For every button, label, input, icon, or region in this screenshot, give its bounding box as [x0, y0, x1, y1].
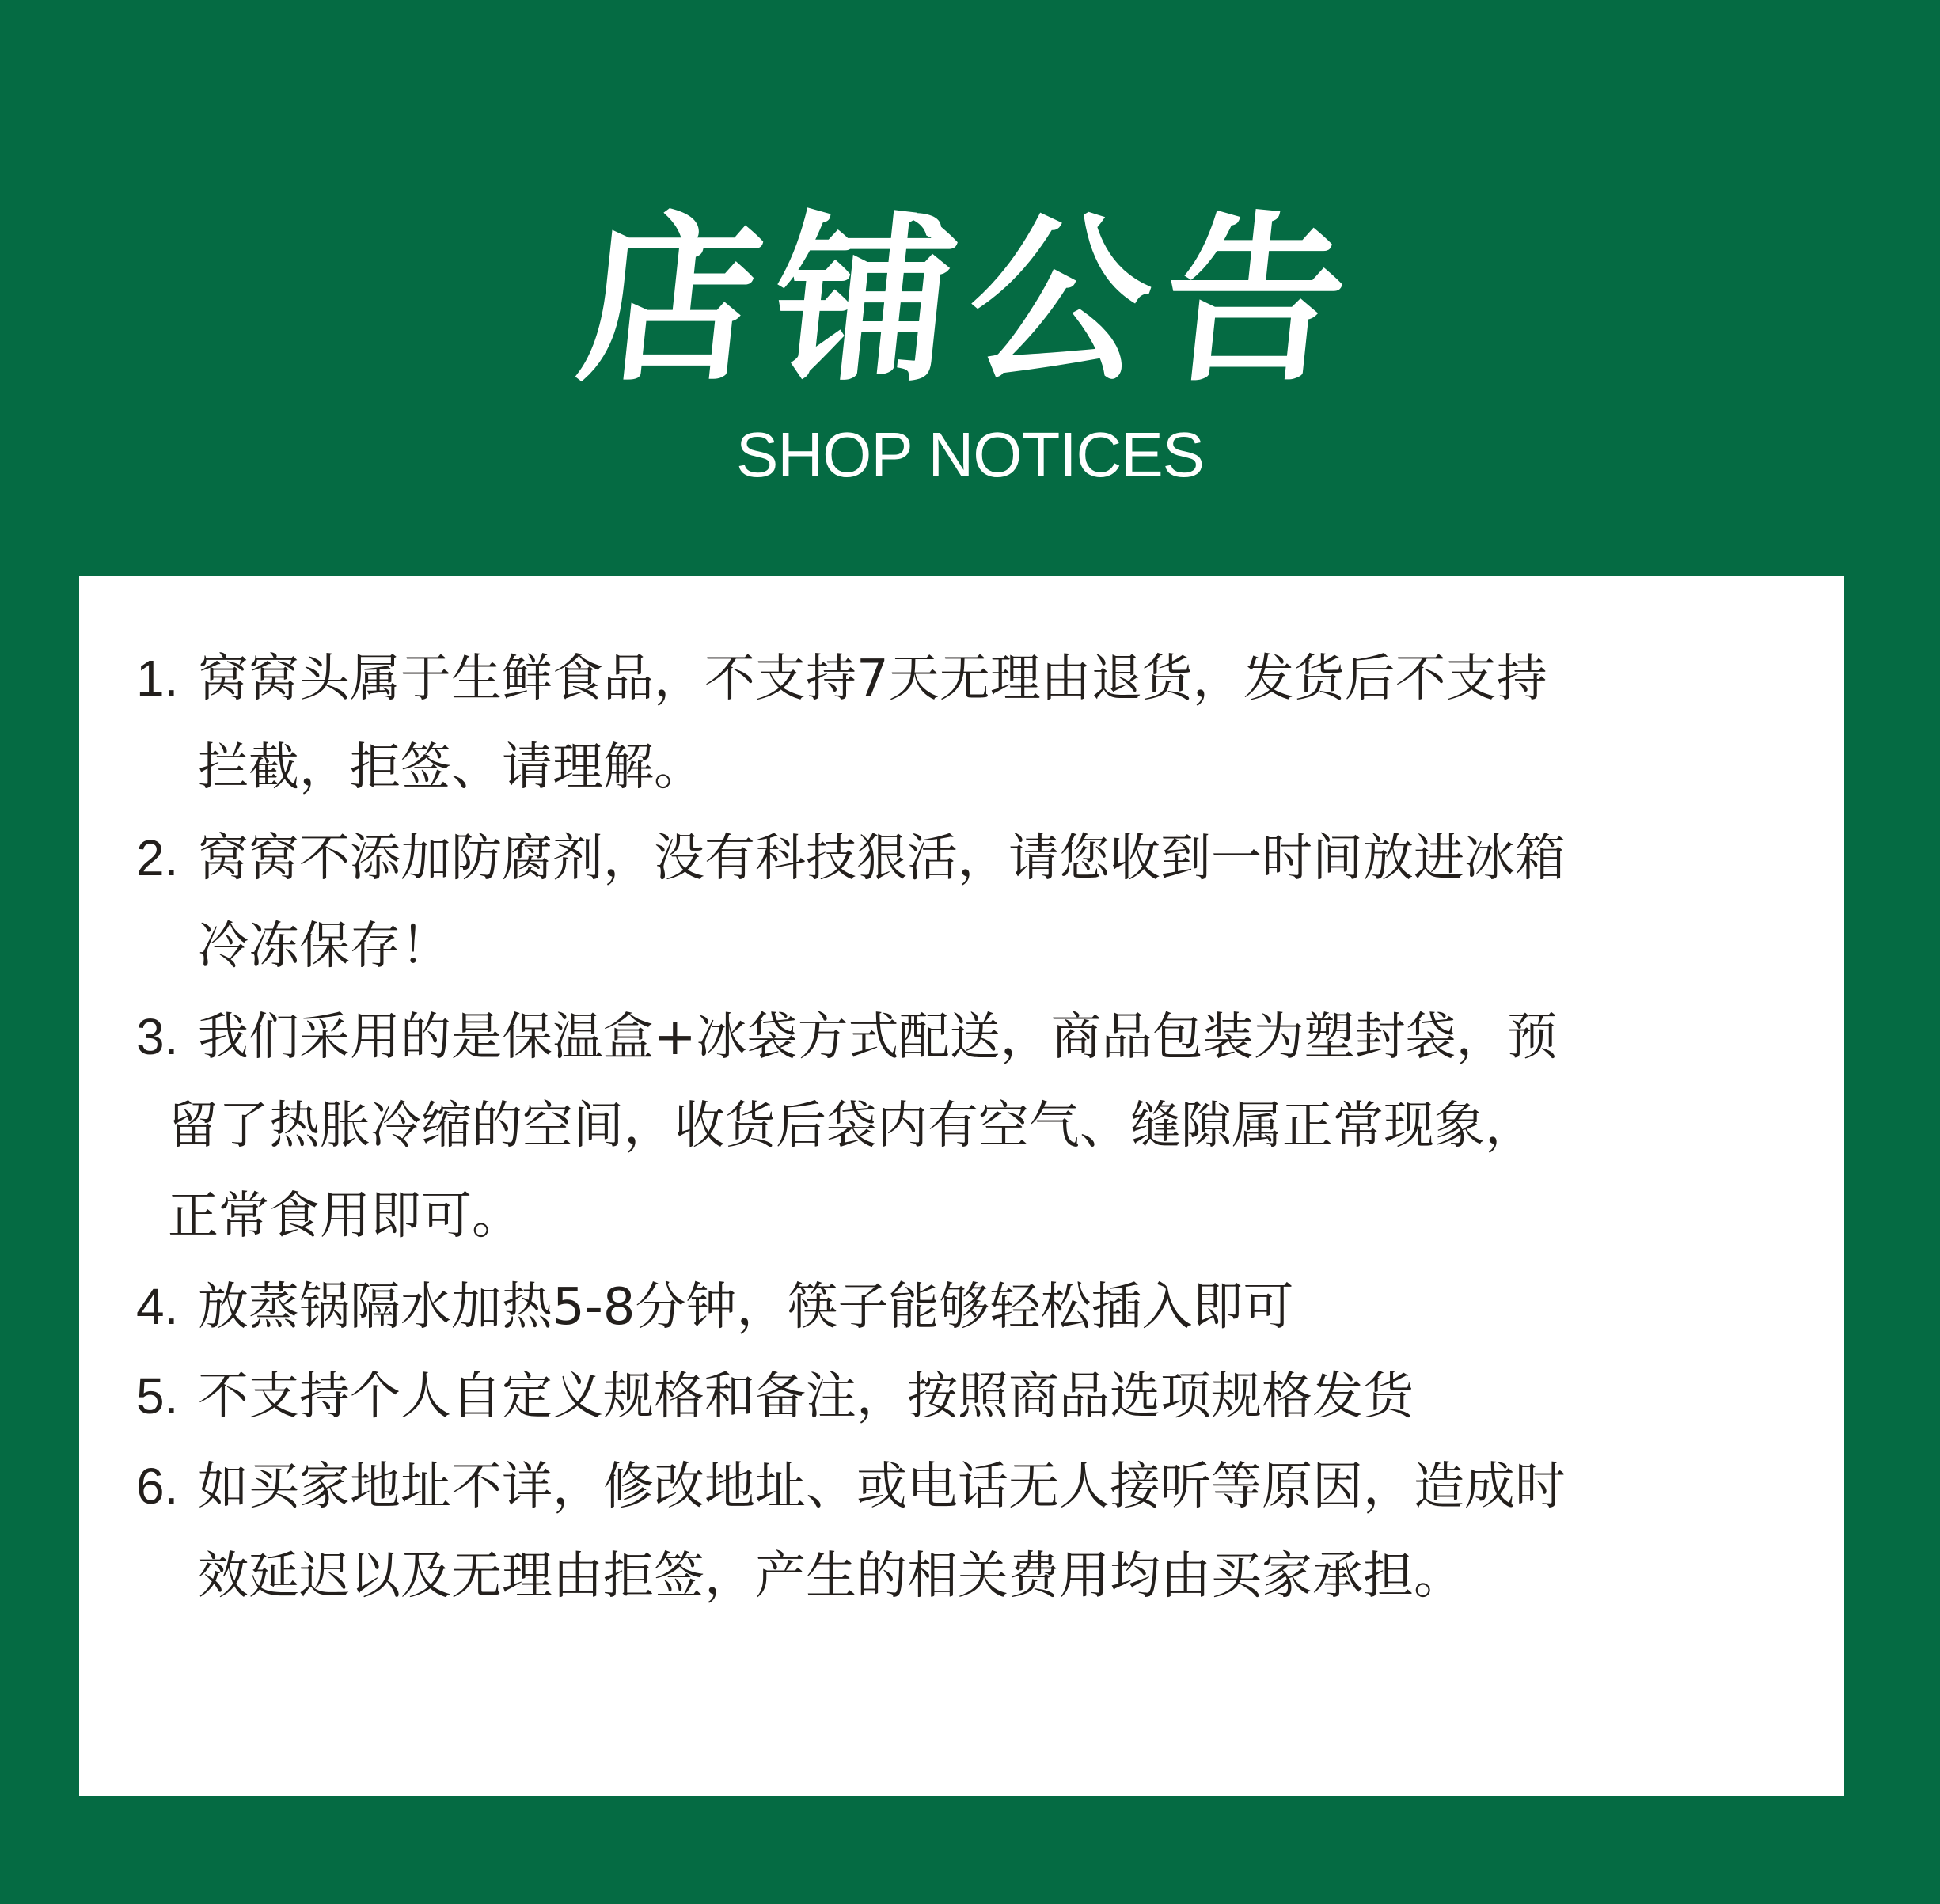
notice-4-line-1	[136, 1275, 1294, 1339]
notice-6-number: 6.	[136, 1458, 179, 1515]
notice-1-text-2: 拦截，拒签、请理解。	[198, 738, 704, 797]
notice-3-text-1: 我们采用的是保温盒+冰袋方式配送，商品包装为塑封袋，预	[198, 1008, 1558, 1067]
notice-1-number: 1.	[136, 650, 179, 707]
notice-5-line-1	[136, 1364, 1414, 1428]
notice-2-text-2: 冷冻保存！	[198, 917, 451, 976]
notice-6-text-2: 效延迟以及无理由拒签，产生的相关费用均由买家承担。	[198, 1547, 1464, 1606]
notice-6-text-1: 如买家地址不详，修改地址、或电话无人接听等原因，造成时	[198, 1458, 1566, 1516]
notice-2-text-1: 窝窝不添加防腐剂，没有科技狠活，请您收到一时间放进冰箱	[198, 829, 1566, 888]
notice-1-line-1	[136, 647, 1547, 711]
page-subtitle: SHOP NOTICES	[735, 419, 1205, 490]
page-title: 店铺公告	[569, 195, 1371, 406]
notice-3-text-3: 正常食用即可。	[168, 1187, 522, 1246]
notice-3-line-2	[168, 1094, 1536, 1158]
notice-5-text-1: 不支持个人自定义规格和备注，按照商品选项规格发货	[198, 1367, 1414, 1426]
notice-1-line-2	[198, 736, 704, 799]
notice-6-line-2	[198, 1545, 1464, 1608]
notice-3-text-2: 留了热胀冷缩的空间，收货后袋内有空气、缝隙属正常现象，	[168, 1097, 1536, 1155]
notice-2-line-2	[198, 915, 451, 978]
notice-5-number: 5.	[136, 1367, 179, 1424]
notice-3-line-3	[168, 1185, 522, 1248]
notice-2-number: 2.	[136, 829, 179, 886]
notice-1-text-1: 窝窝头属于生鲜食品，不支持7天无理由退货，发货后不支持	[198, 650, 1547, 708]
header	[0, 0, 1940, 578]
notice-4-text-1: 放蒸锅隔水加热5-8分钟，筷子能够轻松插入即可	[198, 1278, 1294, 1337]
notice-3-number: 3.	[136, 1008, 179, 1065]
notice-4-number: 4.	[136, 1278, 179, 1335]
notice-2-line-1	[136, 826, 1566, 890]
notice-3-line-1	[136, 1005, 1558, 1069]
notice-6-line-1	[136, 1455, 1566, 1519]
